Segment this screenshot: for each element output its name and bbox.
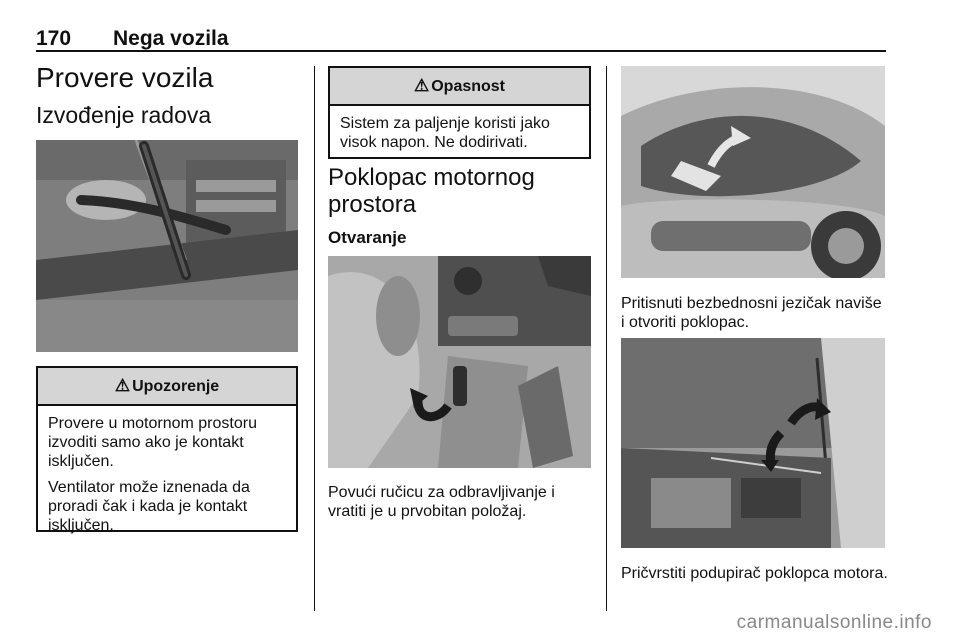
- hood-opening-photo: [621, 66, 885, 278]
- danger-heading: Opasnost: [431, 78, 506, 95]
- subsection-title: Izvođenje radova: [36, 102, 212, 128]
- danger-box-header: [330, 68, 589, 106]
- danger-box: [328, 66, 591, 159]
- warning-paragraph: Provere u motornom prostoru izvoditi samo ako je kontakt isključen.: [48, 415, 257, 470]
- hood-section-title: Poklopac motornog prostora: [328, 164, 535, 218]
- warning-heading: Upozorenje: [132, 378, 220, 395]
- prop-rod-caption: Pričvrstiti podupirač poklopca motora.: [621, 565, 888, 582]
- hood-release-lever-photo: [328, 256, 591, 468]
- warning-box: [36, 366, 298, 532]
- section-title: Provere vozila: [36, 62, 214, 93]
- warning-paragraph: Ventilator može iznenada da proradi čak i kada je kontakt isključen.: [48, 479, 250, 534]
- watermark: carmanualsonline.info: [736, 612, 932, 633]
- warning-triangle-icon: ⚠: [413, 76, 430, 95]
- opening-subtitle: Otvaranje: [328, 228, 407, 247]
- warning-triangle-icon: ⚠: [114, 376, 131, 395]
- warning-box-header: [38, 368, 296, 406]
- hood-release-caption: Pritisnuti bezbednosni jezičak naviše i otvoriti poklopac.: [621, 295, 882, 331]
- hood-prop-rod-photo: [621, 338, 885, 548]
- lever-caption: Povući ručicu za odbravljivanje i vratiti je u prvobitan položaj.: [328, 484, 555, 520]
- column-divider-1: [314, 66, 315, 611]
- header-rule: [36, 50, 886, 52]
- page-number: 170: [36, 27, 72, 50]
- engine-bay-crossed-photo: [36, 140, 298, 352]
- chapter-title: Nega vozila: [113, 27, 229, 50]
- column-divider-2: [606, 66, 607, 611]
- danger-text: Sistem za paljenje koristi jako visok napon. Ne dodirivati.: [340, 115, 550, 151]
